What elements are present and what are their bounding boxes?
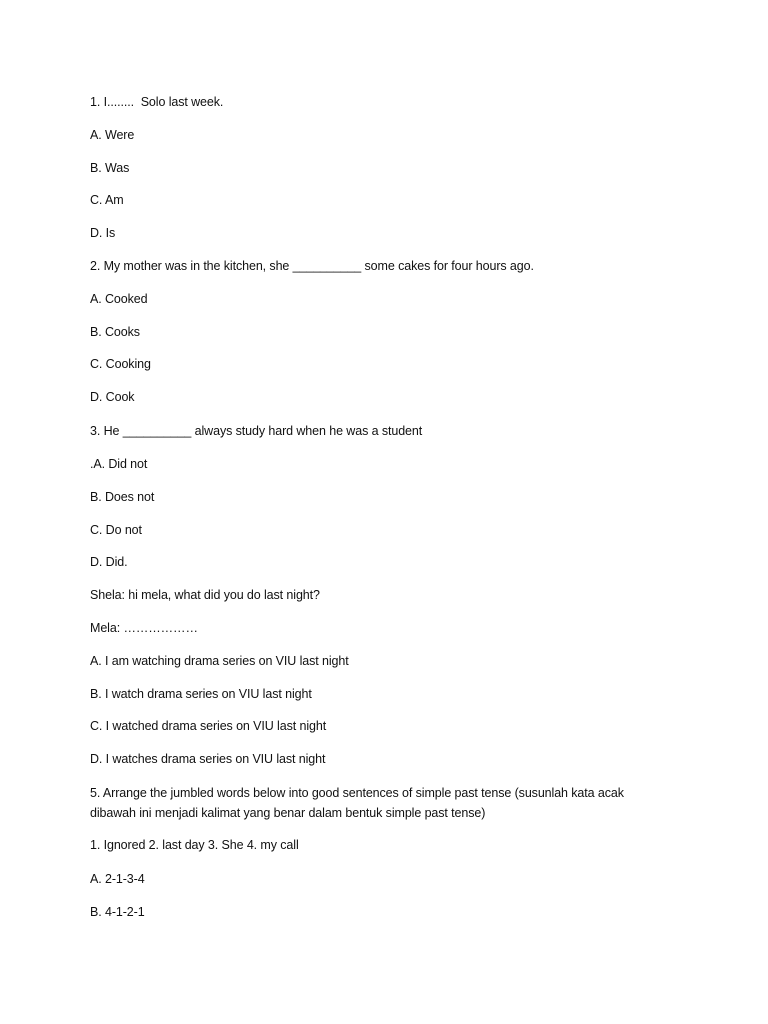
question-3-option-b: B. Does not (90, 490, 155, 504)
question-4-option-d: D. I watches drama series on VIU last night (90, 752, 326, 766)
question-1-option-b: B. Was (90, 161, 130, 175)
question-1-option-d: D. Is (90, 226, 116, 240)
question-2-option-d: D. Cook (90, 390, 135, 404)
dialog-mela: Mela: ……………… (90, 621, 198, 635)
question-2-option-c: C. Cooking (90, 357, 151, 371)
question-5: 5. Arrange the jumbled words below into good sentences of simple past tense (susunlah kata acak dibawah ini menjadi kalimat yang benar dalam bentuk simple past tense) (90, 786, 624, 820)
question-1-option-c: C. Am (90, 193, 124, 207)
question-5-option-b: B. 4-1-2-1 (90, 905, 145, 919)
question-2-option-b: B. Cooks (90, 325, 140, 339)
question-3-option-a: .A. Did not (90, 457, 148, 471)
question-2: 2. My mother was in the kitchen, she __________ some cakes for four hours ago. (90, 259, 534, 273)
question-1-option-a: A. Were (90, 128, 135, 142)
dialog-shela: Shela: hi mela, what did you do last night? (90, 588, 320, 602)
question-2-option-a: A. Cooked (90, 292, 148, 306)
question-5-option-a: A. 2-1-3-4 (90, 872, 145, 886)
question-3-option-c: C. Do not (90, 523, 142, 537)
question-4-option-b: B. I watch drama series on VIU last night (90, 687, 312, 701)
question-1: 1. I........ Solo last week. (90, 95, 224, 109)
question-3: 3. He __________ always study hard when he was a student (90, 424, 423, 438)
question-4-option-c: C. I watched drama series on VIU last night (90, 719, 327, 733)
question-4-option-a: A. I am watching drama series on VIU last night (90, 654, 349, 668)
question-3-option-d: D. Did. (90, 555, 128, 569)
question-5-items: 1. Ignored 2. last day 3. She 4. my call (90, 838, 299, 852)
